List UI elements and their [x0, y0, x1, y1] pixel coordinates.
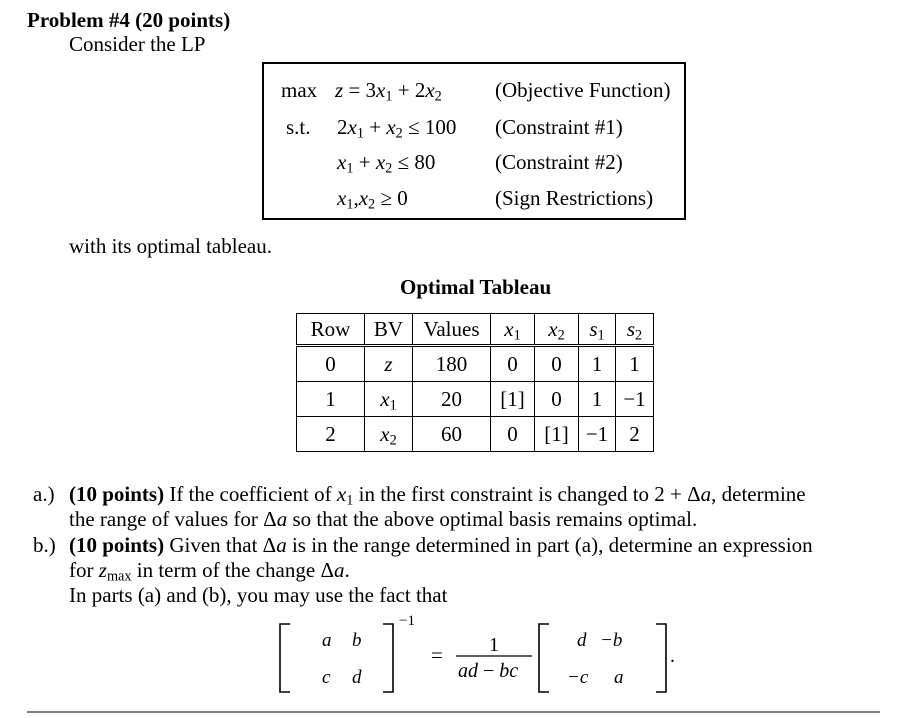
- cell-x2: [1]: [535, 417, 579, 452]
- header-x1: $x_1$: [491, 314, 535, 346]
- header-s2: $s_2$: [616, 314, 654, 346]
- matrix-a: a: [322, 630, 332, 651]
- sign-equation: $x_1,x_2 \ge 0$: [337, 186, 408, 213]
- cell-s1: −1: [579, 417, 616, 452]
- part-b-label: b.): [33, 533, 56, 557]
- inverse-exponent: −1: [399, 613, 415, 629]
- header-bv: BV: [365, 314, 413, 346]
- table-row: [297, 382, 654, 417]
- sign-label: (Sign Restrictions): [495, 186, 654, 210]
- cell-bv: z: [365, 346, 413, 382]
- table-row: [297, 346, 654, 382]
- cell-values: 20: [413, 382, 491, 417]
- cell-values: 180: [413, 346, 491, 382]
- cell-row: 1: [297, 382, 365, 417]
- cell-x2: 0: [535, 346, 579, 382]
- fraction-denominator: ad − bc: [458, 660, 519, 682]
- matrix-d2: d: [577, 630, 587, 651]
- cell-x2: 0: [535, 382, 579, 417]
- tableau-header-row: [297, 314, 654, 346]
- tableau-intro: with its optimal tableau.: [69, 234, 272, 258]
- constraint1-equation: $2x_1 + x_2 \le 100$: [337, 115, 457, 142]
- matrix-d: d: [352, 667, 362, 688]
- cell-s1: 1: [579, 382, 616, 417]
- optimal-tableau: [296, 313, 654, 452]
- matrix-c: c: [322, 667, 331, 688]
- part-b-line2: for $z_{max}$ in term of the change Δa.: [69, 558, 350, 585]
- objective-label: (Objective Function): [495, 78, 671, 102]
- part-a-label: a.): [33, 482, 55, 506]
- cell-row: 0: [297, 346, 365, 382]
- fraction-numerator: 1: [489, 634, 499, 656]
- cell-x1: 0: [491, 417, 535, 452]
- part-b-line1: (10 points) Given that Δa is in the range determined in part (a), determine an expression: [69, 533, 813, 557]
- cell-s2: 2: [616, 417, 654, 452]
- table-row: [297, 417, 654, 452]
- right-matrix-brackets: [539, 624, 666, 692]
- left-matrix-brackets: [280, 624, 393, 692]
- part-b-points: (10 points): [69, 533, 165, 557]
- matrix-neg-b: −b: [600, 630, 623, 651]
- header-values: Values: [413, 314, 491, 346]
- cell-row: 2: [297, 417, 365, 452]
- matrix-a2: a: [614, 667, 624, 688]
- cell-bv: $x_1$: [365, 382, 413, 417]
- tableau-title: Optimal Tableau: [400, 275, 552, 299]
- problem-title: Problem #4 (20 points): [27, 8, 231, 32]
- cell-x1: 0: [491, 346, 535, 382]
- cell-values: 60: [413, 417, 491, 452]
- st-label: s.t.: [286, 115, 311, 139]
- cell-s2: 1: [616, 346, 654, 382]
- matrix-neg-c: −c: [567, 667, 589, 688]
- objective-equation: $z = 3x_1 + 2x_2$: [335, 78, 442, 105]
- header-x2: $x_2$: [535, 314, 579, 346]
- part-a-points: (10 points): [69, 482, 165, 506]
- cell-s1: 1: [579, 346, 616, 382]
- constraint2-equation: $x_1 + x_2 \le 80$: [337, 150, 436, 177]
- header-s1: $s_1$: [579, 314, 616, 346]
- constraint2-label: (Constraint #2): [495, 150, 623, 174]
- part-a-line1: (10 points) If the coefficient of $x_1$ in the first constraint is changed to 2 + Δa, determine: [69, 482, 806, 509]
- max-label: max: [281, 78, 318, 102]
- part-a-line2: the range of values for Δa so that the above optimal basis remains optimal.: [69, 507, 698, 531]
- matrix-b: b: [352, 630, 362, 651]
- problem-intro: Consider the LP: [69, 32, 206, 56]
- cell-bv: $x_2$: [365, 417, 413, 452]
- cell-x1: [1]: [491, 382, 535, 417]
- formula-period: .: [670, 645, 675, 667]
- cell-s2: −1: [616, 382, 654, 417]
- constraint1-label: (Constraint #1): [495, 115, 623, 139]
- equals-sign: =: [431, 643, 443, 667]
- hint-text: In parts (a) and (b), you may use the fact that: [69, 583, 448, 607]
- header-row: Row: [297, 314, 365, 346]
